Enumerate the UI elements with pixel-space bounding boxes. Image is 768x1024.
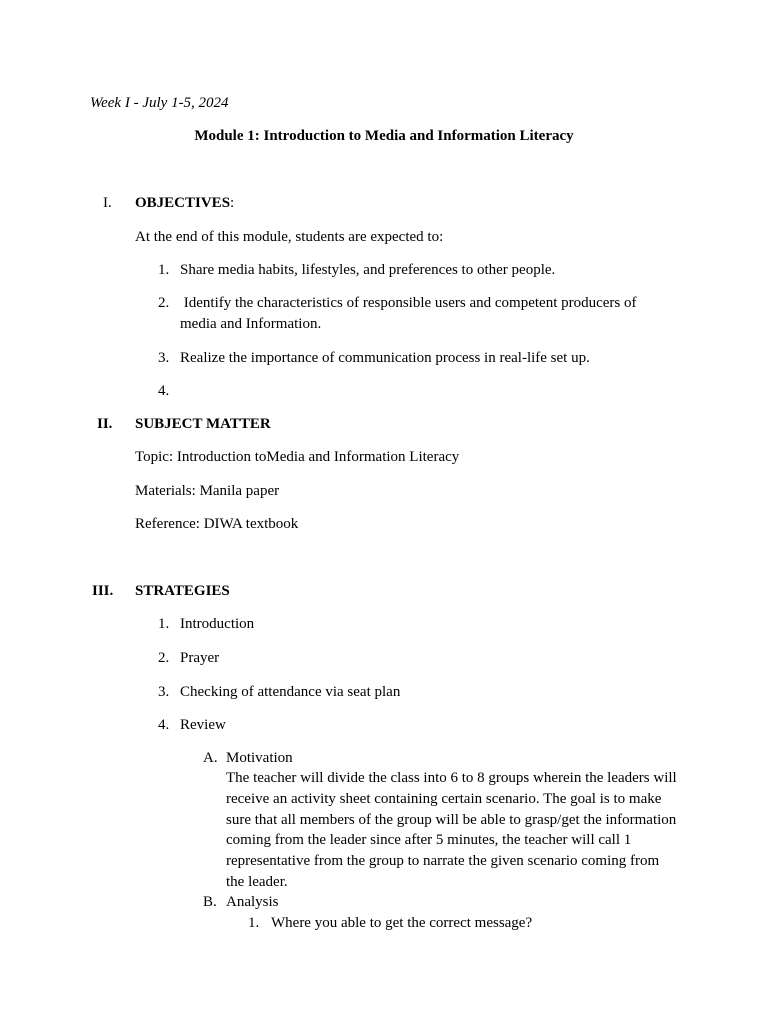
motivation-body: The teacher will divide the class into 6 to 8 groups wherein the leaders will receive an activity sheet containing certain scenario. The goal is to make sure that all members of the group will be able to grasp/get the information coming from the leader since after 5 minutes, the teacher will call 1 representative from the group to narrate the given scenario coming from the leader.	[226, 770, 677, 890]
motivation-title: Motivation	[226, 750, 293, 766]
objective-number: 1.	[158, 262, 170, 278]
objective-number: 2.	[158, 295, 170, 311]
strategy-text: Review	[180, 717, 226, 733]
strategy-text: Prayer	[180, 650, 220, 666]
sub-item-letter: A.	[203, 750, 218, 766]
module-title: Module 1: Introduction to Media and Information Literacy	[194, 128, 574, 144]
week-label: Week I - July 1-5, 2024	[90, 95, 229, 111]
section-numeral-subject-matter: II.	[97, 416, 113, 432]
section-numeral-objectives: I.	[103, 195, 112, 211]
strategy-text: Introduction	[180, 616, 255, 632]
objective-text: Identify the characteristics of responsible users and competent producers of	[180, 295, 637, 311]
objectives-intro: At the end of this module, students are expected to:	[135, 229, 444, 245]
strategy-number: 3.	[158, 684, 170, 700]
objective-number: 3.	[158, 350, 170, 366]
section-numeral-strategies: III.	[92, 583, 114, 599]
analysis-question-text: Where you able to get the correct message?	[271, 915, 533, 931]
subject-topic: Topic: Introduction toMedia and Information Literacy	[135, 449, 460, 465]
objective-text: Share media habits, lifestyles, and preferences to other people.	[180, 262, 556, 278]
subject-materials: Materials: Manila paper	[135, 483, 280, 499]
strategy-number: 1.	[158, 616, 170, 632]
section-heading-strategies: STRATEGIES	[135, 583, 230, 599]
analysis-question-number: 1.	[248, 915, 260, 931]
strategy-number: 2.	[158, 650, 170, 666]
sub-item-letter: B.	[203, 894, 217, 910]
objective-text: Realize the importance of communication process in real-life set up.	[180, 350, 590, 366]
objective-number: 4.	[158, 383, 170, 399]
analysis-title: Analysis	[226, 894, 279, 910]
subject-reference: Reference: DIWA textbook	[135, 516, 299, 532]
section-heading-objectives: OBJECTIVES:	[135, 195, 235, 211]
section-heading-subject-matter: SUBJECT MATTER	[135, 416, 271, 432]
objective-text-continued: media and Information.	[180, 316, 322, 332]
strategy-text: Checking of attendance via seat plan	[180, 684, 401, 700]
strategy-number: 4.	[158, 717, 170, 733]
